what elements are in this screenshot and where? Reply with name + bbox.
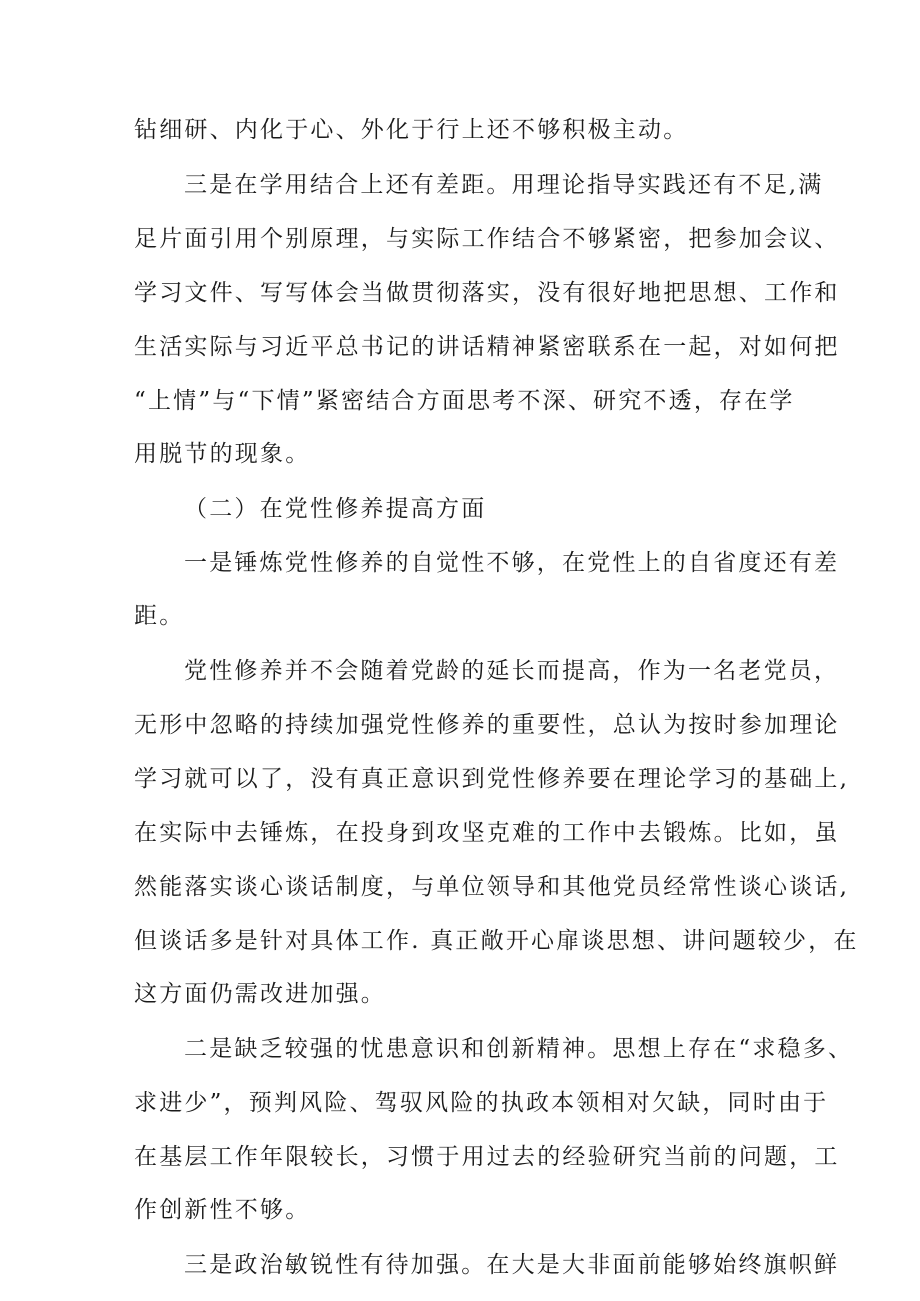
text-line: 生活实际与习近平总书记的讲话精神紧密联系在一起，对如何把 [134, 334, 840, 360]
text-line: 在实际中去锤炼，在投身到攻坚克难的工作中去锻炼。比如，虽 [134, 820, 840, 846]
text-line: 一是锤炼党性修养的自觉性不够，在党性上的自省度还有差 [184, 550, 840, 576]
text-line: 二是缺乏较强的忧患意识和创新精神。思想上存在“求稳多、 [184, 1036, 854, 1062]
text-line: 然能落实谈心谈话制度，与单位领导和其他党员经常性谈心谈话, [134, 874, 850, 900]
text-line: 作创新性不够。 [134, 1197, 311, 1223]
text-line: 无形中忽略的持续加强党性修养的重要性，总认为按时参加理论 [134, 712, 840, 738]
text-line: 求进少”，预判风险、驾驭风险的执政本领相对欠缺，同时由于 [134, 1090, 829, 1116]
text-line: 三是政治敏锐性有待加强。在大是大非面前能够始终旗帜鲜 [184, 1252, 840, 1278]
text-line: 学习就可以了，没有真正意识到党性修养要在理论学习的基础上, [134, 766, 850, 792]
text-line: 距。 [134, 603, 185, 629]
text-line: 这方面仍需改进加强。 [134, 981, 386, 1007]
text-line: 在基层工作年限较长，习惯于用过去的经验研究当前的问题，工 [134, 1144, 840, 1170]
text-line: 学习文件、写写体会当做贯彻落实，没有很好地把思想、工作和 [134, 280, 840, 306]
text-line: 钻细研、内化于心、外化于行上还不够积极主动。 [134, 117, 689, 143]
text-line: 三是在学用结合上还有差距。用理论指导实践还有不足,满 [184, 172, 824, 198]
text-line: 党性修养并不会随着党龄的延长而提高，作为一名老党员， [184, 658, 840, 684]
text-line: 但谈话多是针对具体工作. 真正敞开心扉谈思想、讲问题较少，在 [134, 928, 859, 954]
text-line: 用脱节的现象。 [134, 441, 311, 467]
text-line: “上情”与“下情”紧密结合方面思考不深、研究不透，存在学 [134, 388, 795, 414]
section-heading: （二）在党性修养提高方面 [184, 496, 487, 522]
text-line: 足片面引用个别原理，与实际工作结合不够紧密，把参加会议、 [134, 226, 840, 252]
